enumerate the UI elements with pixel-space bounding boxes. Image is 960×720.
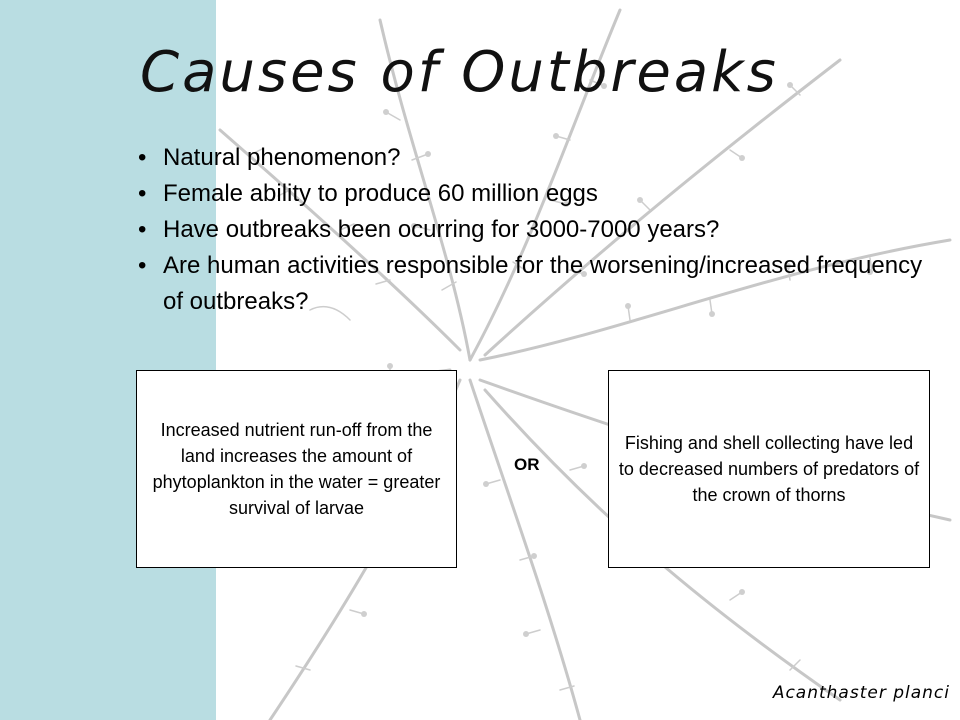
bullet-item: • Female ability to produce 60 million eggs: [138, 176, 948, 212]
bullet-item: • Are human activities responsible for the worsening/increased frequency of outbreaks?: [138, 248, 948, 320]
or-connector-label: OR: [514, 455, 540, 474]
bullet-list: [138, 140, 948, 320]
slide-title: Causes of Outbreaks: [140, 40, 779, 105]
fishing-collecting-text: Fishing and shell collecting have led to decreased numbers of predators of the crown of thorns: [618, 433, 920, 505]
starfish-sketch-watermark: [150, 0, 960, 720]
species-caption: Acanthaster planci: [772, 683, 950, 703]
bullet-item: • Have outbreaks been ocurring for 3000-7000 years?: [138, 212, 948, 248]
fishing-collecting-box: [608, 370, 930, 568]
nutrient-runoff-text: Increased nutrient run-off from the land increases the amount of phytoplankton in the water = greater survival of larvae: [152, 420, 441, 518]
bullet-item: • Natural phenomenon?: [138, 140, 948, 176]
nutrient-runoff-box: [136, 370, 457, 568]
